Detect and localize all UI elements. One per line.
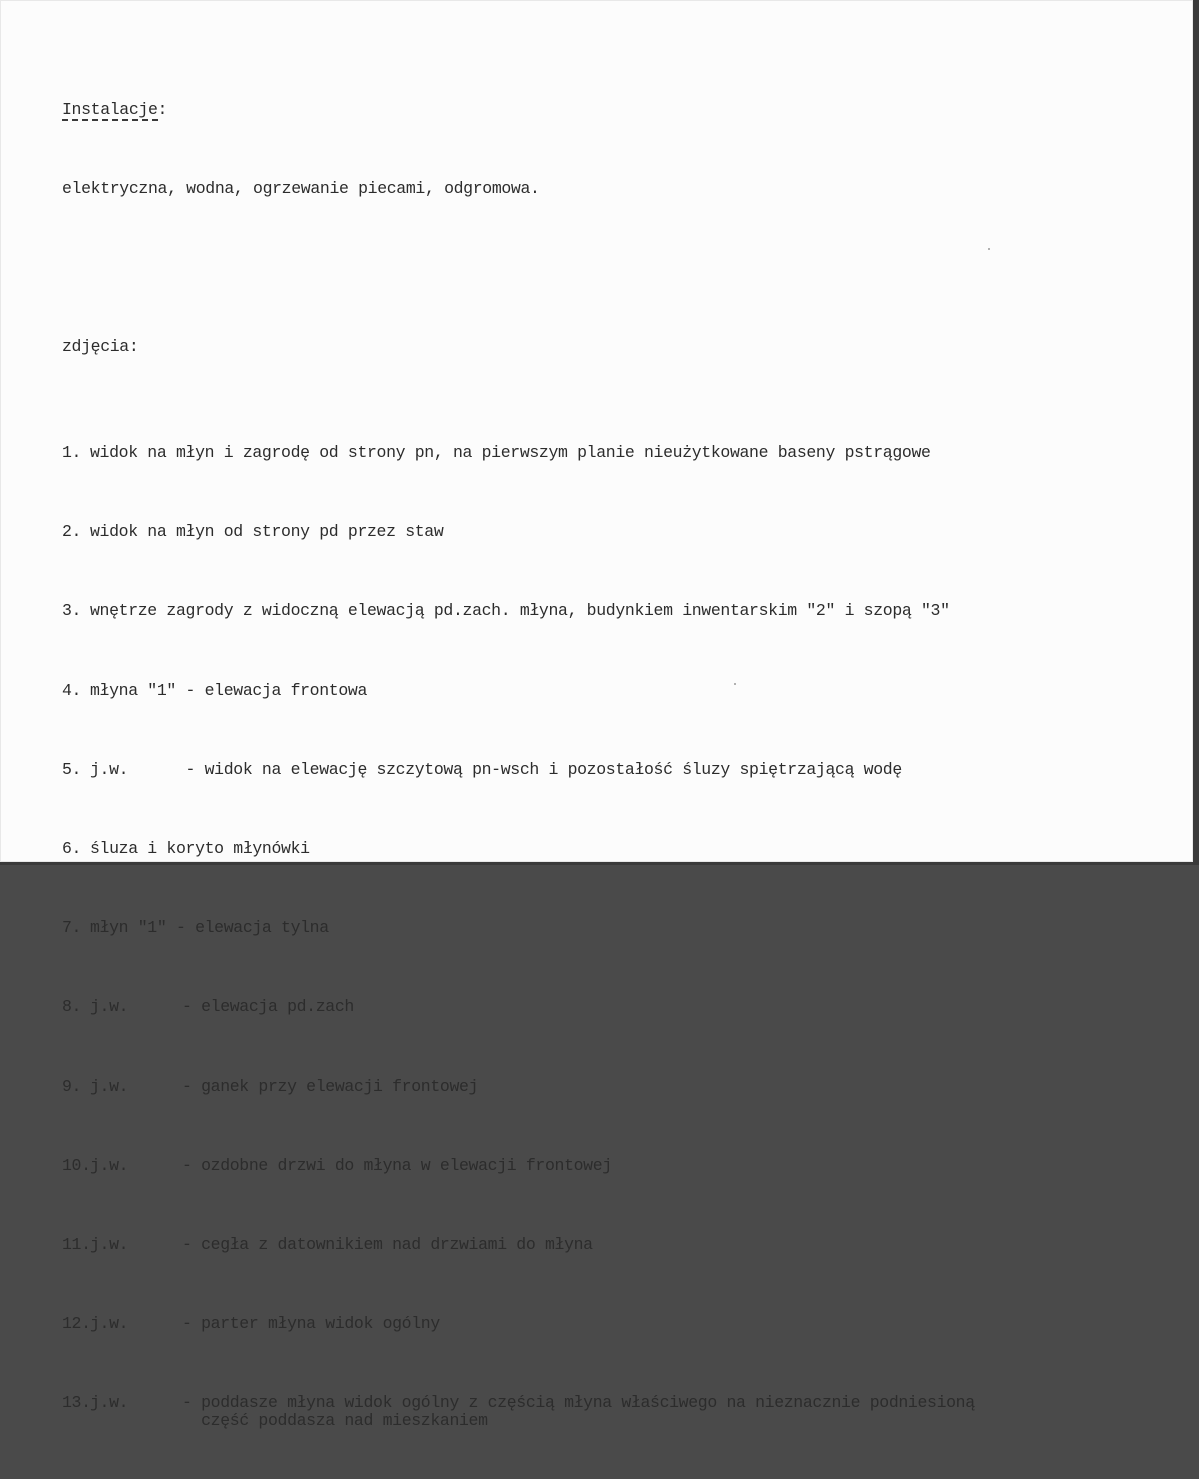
list-item-number: 13. — [62, 1393, 91, 1413]
list-item-text: młyn "1" - elewacja tylna — [90, 918, 329, 938]
list-item — [62, 598, 1122, 624]
list-item-number: 1. — [62, 443, 82, 463]
list-item — [62, 440, 1122, 466]
list-item-text: - ozdobne drzwi do młyna w elewacji frontowej — [182, 1155, 612, 1175]
list-item-number: 8. — [62, 997, 82, 1017]
installations-heading — [62, 97, 1122, 123]
list-item — [62, 836, 1122, 862]
list-item-text: śluza i koryto młynówki — [90, 839, 310, 859]
blank-line — [62, 255, 1122, 281]
list-item-reference: j.w. — [90, 1235, 129, 1255]
list-item-number: 6. — [62, 839, 82, 859]
list-item-number: 11. — [62, 1235, 91, 1255]
list-item-number: 3. — [62, 601, 82, 621]
list-item-text: - cegła z datownikiem nad drzwiami do młyna — [182, 1235, 593, 1255]
list-item — [62, 1232, 1122, 1258]
list-item-text: - elewacja pd.zach — [182, 997, 354, 1017]
installations-text: elektryczna, wodna, ogrzewanie piecami, odgromowa. — [62, 179, 540, 199]
paper-speck — [988, 248, 990, 250]
list-item-reference: j.w. — [90, 1076, 129, 1096]
list-item — [62, 519, 1122, 545]
list-item-text: widok na młyn i zagrodę od strony pn, na pierwszym planie nieużytkowane baseny pstrągowe — [90, 443, 931, 463]
list-item-text: j.w. - widok na elewację szczytową pn-wsch i pozostałość śluzy spiętrzającą wodę — [90, 759, 902, 779]
list-item — [62, 757, 1122, 783]
list-item-number: 9. — [62, 1076, 82, 1096]
document-text — [62, 44, 1122, 1479]
list-item — [62, 678, 1122, 704]
list-item-reference: j.w. — [90, 997, 129, 1017]
list-item-text: - poddasze młyna widok ogólny z częścią młyna właściwego na nieznacznie podniesioną część poddasza nad mieszkaniem — [182, 1393, 975, 1431]
list-item-number: 7. — [62, 918, 82, 938]
photos-heading: zdjęcia: — [62, 337, 139, 357]
list-item — [62, 1390, 1122, 1431]
list-item-text: widok na młyn od strony pd przez staw — [90, 522, 444, 542]
list-item-text: wnętrze zagrody z widoczną elewacją pd.zach. młyna, budynkiem inwentarskim "2" i szopą "3" — [90, 601, 950, 621]
list-item-text: - parter młyna widok ogólny — [182, 1314, 440, 1334]
list-item-reference: j.w. — [90, 1314, 129, 1334]
installations-heading-colon: : — [157, 99, 168, 119]
installations-heading-word: Instalacje — [62, 99, 158, 119]
list-item-reference: j.w. — [90, 1393, 129, 1413]
list-item-number: 5. — [62, 759, 82, 779]
list-item-reference: j.w. — [90, 1155, 129, 1175]
paper-speck — [734, 683, 736, 685]
list-item-number: 2. — [62, 522, 82, 542]
scan-edge-right — [1193, 0, 1199, 865]
list-item — [62, 1311, 1122, 1337]
list-item-number: 12. — [62, 1314, 91, 1334]
list-item-text: - ganek przy elewacji frontowej — [182, 1076, 479, 1096]
list-item-number: 4. — [62, 680, 82, 700]
list-item — [62, 1074, 1122, 1100]
list-item — [62, 1153, 1122, 1179]
list-item — [62, 994, 1122, 1020]
list-item — [62, 915, 1122, 941]
list-item-text: młyna "1" - elewacja frontowa — [90, 680, 367, 700]
list-item-number: 10. — [62, 1155, 91, 1175]
